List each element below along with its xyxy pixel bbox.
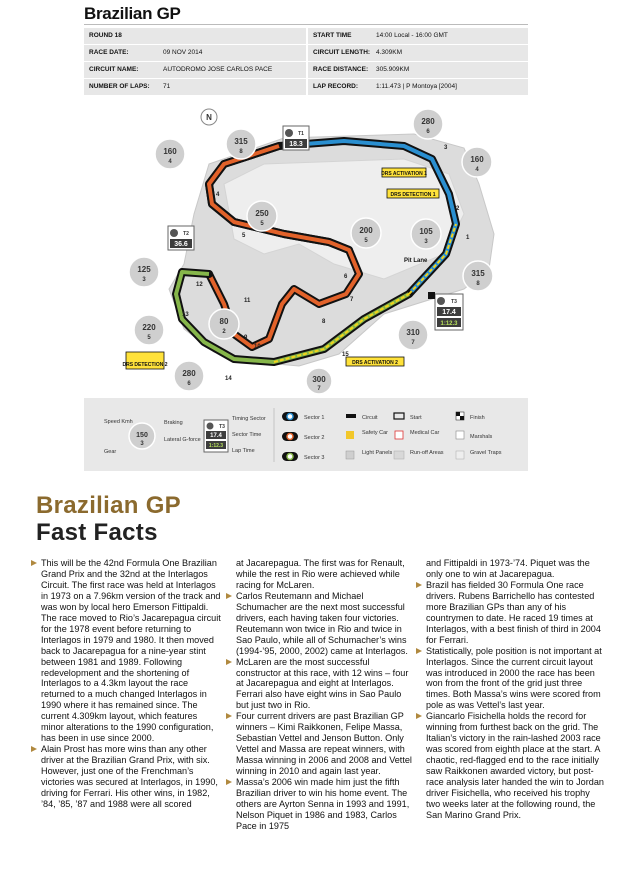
info-value: AUTODROMO JOSE CARLOS PACE <box>163 62 306 78</box>
legend-sector-label: Sector 2 <box>304 435 325 441</box>
legend-item-label: Marshals <box>470 434 493 440</box>
circuit-map-svg <box>84 104 528 394</box>
legend-item-label: Finish <box>470 415 485 421</box>
info-label: CIRCUIT LENGTH: <box>308 45 376 61</box>
legend-sector-2 <box>282 432 324 441</box>
gauge-speed: 315 <box>234 137 248 146</box>
legend-svg <box>84 398 528 471</box>
gauge-speed: 160 <box>470 155 484 164</box>
timing-label: T2 <box>183 231 189 237</box>
light-panels-icon <box>346 451 354 459</box>
start-icon <box>394 413 404 419</box>
gauge-t2 <box>155 139 185 169</box>
start-finish-icon <box>428 292 435 299</box>
info-value: 71 <box>163 79 306 95</box>
info-value: 14:00 Local - 16:00 GMT <box>376 28 528 44</box>
info-label: NUMBER OF LAPS: <box>84 79 163 95</box>
turn-number: 7 <box>350 297 354 303</box>
legend-speed-label: Speed Kmh <box>104 419 133 425</box>
legend-sector-label: Sector 1 <box>304 415 325 421</box>
timing-t1 <box>283 126 309 150</box>
gauge-gear: 4 <box>168 159 172 165</box>
legend-lateral-label: Lateral G-force <box>164 437 201 443</box>
legend-item-label: Start <box>410 415 422 421</box>
fast-facts-body <box>31 558 611 888</box>
fast-facts-heading <box>36 494 181 545</box>
gauge-gear: 3 <box>424 239 428 245</box>
gravel-traps-icon <box>456 451 464 459</box>
fact-paragraph: Massa’s 2006 win made him just the fifth Brazilian driver to win his home event. The others are Ayrton Senna in 1993 and 1991, Nelson Piquet in 1986 and 1983, Carlos Pace in 1975 <box>226 777 416 832</box>
fact-paragraph-continued: at Jacarepagua. The first was for Renault, while the rest in Rio were achieved while racing for McLaren. <box>236 558 405 590</box>
timing-t3 <box>435 294 463 330</box>
fact-paragraph: McLaren are the most successful constructor at this race, with 12 wins – four at Jacarepagua and eight at Interlagos. Ferrari also have eight wins in Sao Paulo but just two in Rio. <box>226 657 416 712</box>
gauge-t11 <box>209 309 239 339</box>
gauge-speed: 280 <box>421 117 435 126</box>
info-row <box>84 45 528 61</box>
info-row <box>84 62 528 78</box>
compass-icon <box>201 109 217 125</box>
gauge-t8 <box>129 257 159 287</box>
turn-number: 8 <box>322 319 326 325</box>
map-legend <box>84 398 528 471</box>
legend-timing-value: 17.4 <box>210 433 222 439</box>
legend-lap-time-label: Lap Time <box>232 448 255 454</box>
turn-number: 9 <box>244 335 248 341</box>
legend-sector-3 <box>282 452 324 461</box>
text-column-1 <box>31 558 221 810</box>
info-value: 09 NOV 2014 <box>163 45 306 61</box>
drs-detection-2 <box>122 352 167 369</box>
turn-number: 5 <box>242 233 246 239</box>
gauge-speed: 310 <box>406 328 420 337</box>
gauge-speed: 105 <box>419 227 433 236</box>
fast-facts-subtitle: Fast Facts <box>36 519 158 546</box>
timing-label: T3 <box>451 299 457 305</box>
gauge-gear: 7 <box>317 386 321 392</box>
legend-gear-label: Gear <box>104 449 117 455</box>
drs-label: DRS ACTIVATION 1 <box>381 171 427 177</box>
turn-number: 1 <box>466 235 470 241</box>
turn-number: 6 <box>344 274 348 280</box>
circuit-icon <box>346 414 356 418</box>
info-value: 305.909KM <box>376 62 528 78</box>
gauge-gear: 8 <box>239 149 243 155</box>
legend-item-label: Light Panels <box>362 450 393 456</box>
gauge-t13 <box>174 361 204 391</box>
turn-number: 10 <box>254 344 261 350</box>
info-row <box>84 28 528 44</box>
legend-sector-1 <box>282 412 324 421</box>
drs-label: DRS DETECTION 2 <box>122 362 168 368</box>
gauge-t9 <box>463 261 493 291</box>
text-column-3 <box>416 558 606 821</box>
circuit-map <box>84 104 528 394</box>
legend-timing-sector-label: Timing Sector <box>232 416 266 422</box>
gauge-t4 <box>462 147 492 177</box>
text-column-2 <box>226 558 416 832</box>
compass-label: N <box>206 113 212 122</box>
fact-paragraph-continued: and Fittipaldi in 1973-’74. Piquet was the only one to win at Jacarepagua. <box>426 558 590 579</box>
drs-activation-1 <box>381 168 427 177</box>
gauge-speed: 315 <box>471 269 485 278</box>
gauge-speed: 280 <box>182 369 196 378</box>
gauge-t10 <box>134 315 164 345</box>
legend-item-label: Circuit <box>362 415 378 421</box>
turn-number: 3 <box>444 145 448 151</box>
marshals-icon <box>456 431 464 439</box>
timing-label: T1 <box>298 131 304 137</box>
drs-detection-1 <box>387 189 439 198</box>
gauge-gear: 6 <box>187 381 191 387</box>
gauge-t1 <box>226 129 256 159</box>
gauge-gear: 7 <box>411 340 415 346</box>
gauge-gear: 3 <box>142 277 146 283</box>
fact-paragraph: Giancarlo Fisichella holds the record for winning from furthest back on the grid. The Italian’s victory in the rain-lashed 2003 race was scored from eighth place at the start. A chaotic, red-flagged end to the race initially saw Raikkonen awarded victory, but post-race analysis later handed the win to Jordan driver Fisichella, who received his trophy two weeks later at the following round, the San Marino Grand Prix. <box>416 711 606 821</box>
title-divider <box>84 24 528 25</box>
drs-activation-2 <box>346 357 404 366</box>
gauge-gear: 5 <box>364 238 368 244</box>
gauge-speed: 200 <box>359 226 373 235</box>
turn-number: 15 <box>342 352 349 358</box>
info-label: RACE DISTANCE: <box>308 62 376 78</box>
gauge-gear: 4 <box>475 167 479 173</box>
fact-paragraph: Brazil has fielded 30 Formula One race drivers. Rubens Barrichello has contested more Brazilian GPs than any of his countrymen to date. He raced 19 times at Interlagos, with a best finish of third in 2004 for Ferrari. <box>416 580 606 646</box>
medical-car-icon <box>395 431 403 439</box>
timing-value: 36.6 <box>174 241 188 248</box>
turn-number: 2 <box>456 206 460 212</box>
turn-number: 13 <box>182 312 189 318</box>
legend-timing-sector-number: T3 <box>219 424 225 430</box>
fact-paragraph: Carlos Reutemann and Michael Schumacher are the next most successful drivers, each having taken four victories. Reutemann won twice in Rio and twice in Sao Paulo, while all of Schumacher’s wins (1994-’95, 2000, 2002) came at Interlagos. <box>226 591 416 657</box>
legend-timing-lap: 1:12.3 <box>208 443 224 449</box>
legend-gauge-gear: 3 <box>140 441 144 447</box>
gauge-gear: 5 <box>260 221 264 227</box>
gauge-t12 <box>398 320 428 350</box>
timing-t2 <box>168 226 194 250</box>
timing-value: 17.4 <box>442 309 456 316</box>
info-label: RACE DATE: <box>84 45 163 61</box>
gauge-t6 <box>351 218 381 248</box>
gauge-gear: 5 <box>147 335 151 341</box>
fast-facts-title: Brazilian GP <box>36 492 181 519</box>
info-row <box>84 79 528 95</box>
legend-item-label: Run-off Areas <box>410 450 444 456</box>
gauge-speed: 80 <box>219 317 229 326</box>
legend-item-label: Safety Car <box>362 430 388 436</box>
gauge-t3 <box>413 109 443 139</box>
page-title: Brazilian GP <box>84 4 181 23</box>
pit-lane-label: Pit Lane <box>404 258 428 264</box>
gauge-gear: 6 <box>426 129 430 135</box>
gauge-speed: 160 <box>163 147 177 156</box>
info-label: ROUND 18 <box>84 28 163 44</box>
gauge-gear: 2 <box>222 329 226 335</box>
info-value <box>163 28 306 44</box>
info-value: 1:11.473 | P Montoya [2004] <box>376 79 528 95</box>
race-info-table <box>84 28 528 96</box>
gauge-gear: 8 <box>476 281 480 287</box>
gauge-speed: 125 <box>137 265 151 274</box>
safety-car-icon <box>346 431 354 439</box>
turn-number: 4 <box>216 192 220 198</box>
turn-number: 11 <box>244 298 251 304</box>
gauge-speed: 300 <box>312 375 326 384</box>
gauge-t5 <box>247 201 277 231</box>
timing-value: 18.3 <box>289 141 303 148</box>
turn-number: 14 <box>225 376 232 382</box>
legend-braking-label: Braking <box>164 420 183 426</box>
runoff-icon <box>394 451 404 459</box>
legend-gauge-speed: 150 <box>136 432 148 439</box>
info-label: LAP RECORD: <box>308 79 376 95</box>
legend-sector-time-label: Sector Time <box>232 432 262 438</box>
legend-item-label: Medical Car <box>410 430 440 436</box>
info-value: 4.309KM <box>376 45 528 61</box>
finish-flag-icon <box>456 412 464 420</box>
fact-paragraph: Alain Prost has more wins than any other driver at the Brazilian Grand Prix, with six. However, just one of the Frenchman’s victories was secured at Interlagos, in 1990, driving for Ferrari. His other wins, in 1982, ’84, ’85, ’87 and 1988 were all scored <box>31 744 221 810</box>
gauge-speed: 250 <box>255 209 269 218</box>
gauge-t7 <box>411 219 441 249</box>
fact-paragraph: Statistically, pole position is not important at Interlagos. Since the current circuit layout was introduced in 2000 the race has been won from the front of the grid just three times. Both Massa’s wins were scored from pole as was Vettel’s last year. <box>416 646 606 712</box>
gauge-speed: 220 <box>142 323 156 332</box>
legend-item-label: Gravel Traps <box>470 450 502 456</box>
fact-paragraph: Four current drivers are past Brazilian GP winners – Kimi Raikkonen, Felipe Massa, Sebastian Vettel and Jenson Button. Only Vettel and Massa are repeat winners, with Massa winning in 2006 and 2008 and Vettel winning in 2010 and again last year. <box>226 711 416 777</box>
gauge-t14 <box>306 368 332 394</box>
fact-paragraph: This will be the 42nd Formula One Brazilian Grand Prix and the 32nd at the Interlagos Circuit. The first race was held at Interlagos in 1973 on a 7.96km version of the track and was won by local hero Emerson Fittipaldi. The race moved to Rio’s Jacarepagua circuit for the 1978 event before returning to Interlagos in 1979 and 1980. It then moved back to Jacarepagua for a nine-year stint between 1981 and 1989. Following redevelopment and the shortening of Interlagos to a 4.3km layout the race returned to a much changed Interlagos in 1990 where it has remained since. The current 4.309km layout, which features minor alterations to the 1990 configuration, has been in use since 2000. <box>31 558 221 744</box>
drs-label: DRS DETECTION 1 <box>390 192 436 198</box>
drs-label: DRS ACTIVATION 2 <box>352 360 398 366</box>
legend-sector-label: Sector 3 <box>304 455 325 461</box>
info-label: START TIME <box>308 28 376 44</box>
turn-number: 12 <box>196 282 203 288</box>
info-label: CIRCUIT NAME: <box>84 62 163 78</box>
timing-lap: 1:12.3 <box>440 321 458 327</box>
